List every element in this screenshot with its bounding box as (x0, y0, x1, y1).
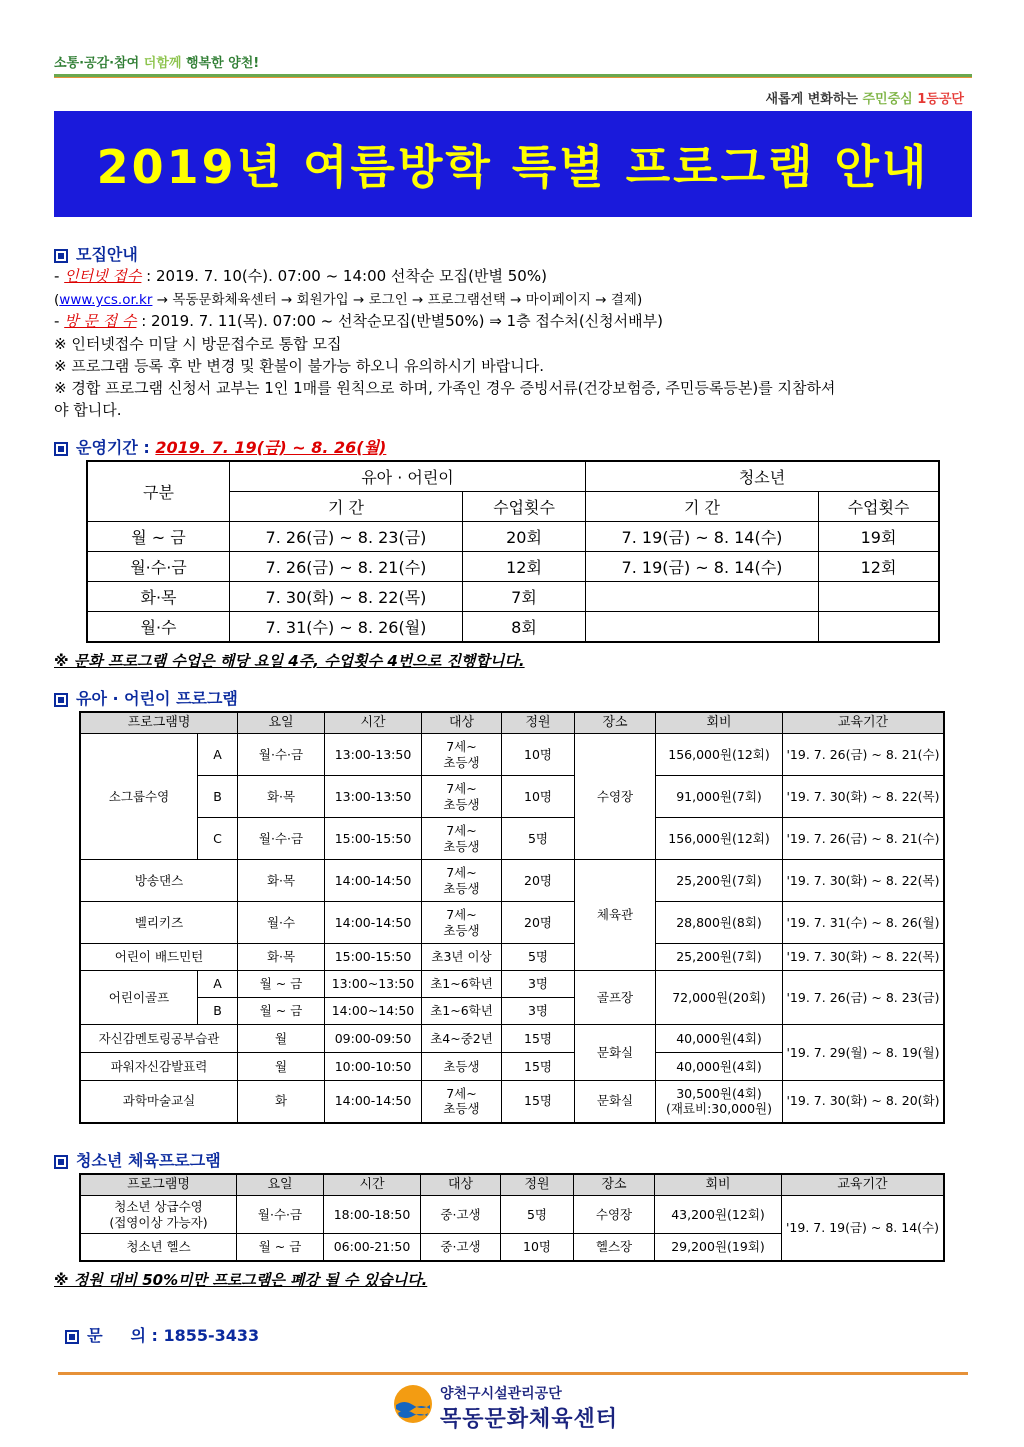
recruit-note: 야 합니다. (54, 401, 122, 419)
recruit-note: ※ 경합 프로그램 신청서 교부는 1인 1매를 원칙으로 하며, 가족인 경우 증빙서류(건강보험증, 주민등록등본)를 지참하셔 (54, 379, 836, 397)
table-row: 월·수·금 7. 26(금) ~ 8. 21(수) 12회 7. 19(금) ~ 8. 14(수) 12회 (87, 552, 939, 582)
table-row: 청소년 헬스 월 ~ 금 06:00-21:50 중·고생 10명 헬스장 29,200원(19회) (80, 1234, 944, 1261)
col-header: 교육기간 (782, 1174, 945, 1196)
site-link[interactable]: www.ycs.or.kr (59, 292, 153, 308)
table-row: 과학마술교실 화 14:00-14:50 7세~ 초등생 15명 문화실 30,500원(4회) (재료비:30,000원) '19. 7. 30(화) ~ 8. 20(화) (80, 1081, 944, 1123)
col-header: 기 간 (230, 492, 463, 522)
kids-program-table (79, 711, 945, 1124)
table-row: 청소년 상급수영 (접영이상 가능자) 월·수·금 18:00-18:50 중·고생 5명 수영장 43,200원(12회) '19. 7. 19(금) ~ 8. 14(수) (80, 1196, 944, 1234)
col-header: 수업횟수 (819, 492, 940, 522)
table-row: B 월 ~ 금 14:00~14:50 초1~6학년 3명 (80, 998, 944, 1025)
table-row: 파워자신감발표력 월 10:00-10:50 초등생 15명 40,000원(4회) (80, 1053, 944, 1081)
slogan-mark: 더함께 (143, 56, 182, 71)
col-header: 프로그램명 (80, 712, 238, 734)
col-header: 유아 · 어린이 (230, 461, 586, 492)
footer-center-name: 목동문화체육센터 (440, 1407, 619, 1432)
header-sub-slogan: 새롭게 변화하는 주민중심 1등공단 (765, 92, 964, 107)
table-row: B 화·목 13:00-13:50 7세~ 초등생 10명 91,000원(7회) '19. 7. 30(화) ~ 8. 22(목) (80, 776, 944, 818)
col-header: 요일 (238, 712, 325, 734)
square-bullet-icon (54, 1155, 68, 1169)
table-row: 벨리키즈 월·수 14:00-14:50 7세~ 초등생 20명 28,800원(8회) '19. 7. 31(수) ~ 8. 26(월) (80, 902, 944, 944)
section-recruit-heading: 모집안내 (54, 242, 138, 265)
recruit-path: (www.ycs.or.kr → 목동문화체육센터 → 회원가입 → 로그인 → 프로그램선택 → 마이페이지 → 결제) (54, 292, 643, 308)
col-header: 대상 (422, 712, 502, 734)
footer-divider (58, 1372, 968, 1375)
teens-note: ※ 정원 대비 50%미만 프로그램은 폐강 될 수 있습니다. (54, 1271, 428, 1289)
recruit-internet: - 인터넷 접수 : 2019. 7. 10(수). 07:00 ~ 14:00 선착순 모집(반별 50%) (54, 267, 547, 285)
col-header: 청소년 (586, 461, 940, 492)
square-bullet-icon (65, 1330, 79, 1344)
col-header: 정원 (501, 1174, 574, 1196)
period-note: ※ 문화 프로그램 수업은 해당 요일 4주, 수업횟수 4번으로 진행합니다. (54, 652, 525, 670)
contact-line: 문 의 : 1855-3433 (54, 1304, 259, 1346)
col-header: 정원 (502, 712, 575, 734)
header-slogan: 소통·공감·참여 더함께 행복한 양천! (54, 56, 260, 71)
teens-program-table (79, 1173, 945, 1262)
col-header: 기 간 (586, 492, 819, 522)
col-header: 회비 (656, 712, 783, 734)
recruit-note: ※ 프로그램 등록 후 반 변경 및 환불이 불가능 하오니 유의하시기 바랍니다. (54, 357, 544, 375)
table-row: 월·수 7. 31(수) ~ 8. 26(월) 8회 (87, 612, 939, 643)
table-row: 자신감멘토링공부습관 월 09:00-09:50 초4~중2년 15명 문화실 40,000원(4회) '19. 7. 29(월) ~ 8. 19(월) (80, 1025, 944, 1053)
page-title: 2019년 여름방학 특별 프로그램 안내 (96, 140, 930, 194)
table-row: C 월·수·금 15:00-15:50 7세~ 초등생 5명 156,000원(12회) '19. 7. 26(금) ~ 8. 21(수) (80, 818, 944, 860)
col-header: 교육기간 (783, 712, 945, 734)
header-divider-accent (54, 77, 972, 78)
col-header: 장소 (574, 1174, 655, 1196)
table-row: 화·목 7. 30(화) ~ 8. 22(목) 7회 (87, 582, 939, 612)
col-header: 시간 (324, 1174, 421, 1196)
table-row: 소그룹수영 A 월·수·금 13:00-13:50 7세~ 초등생 10명 수영장 156,000원(12회) '19. 7. 26(금) ~ 8. 21(수) (80, 734, 944, 776)
table-row: 어린이 배드민턴 화·목 15:00-15:50 초3년 이상 5명 25,200원(7회) '19. 7. 30(화) ~ 8. 22(목) (80, 944, 944, 971)
col-header: 구분 (87, 461, 230, 522)
section-kids-heading: 유아 · 어린이 프로그램 (54, 686, 238, 709)
section-teens-heading: 청소년 체육프로그램 (54, 1148, 221, 1171)
col-header: 수업횟수 (463, 492, 586, 522)
col-header: 장소 (575, 712, 656, 734)
section-period-heading: 운영기간 : 2019. 7. 19(금) ~ 8. 26(월) (54, 435, 386, 458)
col-header: 대상 (421, 1174, 501, 1196)
table-row: 월 ~ 금 7. 26(금) ~ 8. 23(금) 20회 7. 19(금) ~ 8. 14(수) 19회 (87, 522, 939, 552)
col-header: 프로그램명 (80, 1174, 237, 1196)
col-header: 시간 (325, 712, 422, 734)
recruit-visit: - 방 문 접 수 : 2019. 7. 11(목). 07:00 ~ 선착순모집(반별50%) ⇒ 1층 접수처(신청서배부) (54, 312, 663, 330)
recruit-note: ※ 인터넷접수 미달 시 방문접수로 통합 모집 (54, 335, 342, 353)
square-bullet-icon (54, 442, 68, 456)
org-logo-icon (392, 1383, 434, 1429)
footer-org-name: 양천구시설관리공단 (440, 1386, 562, 1402)
col-header: 요일 (237, 1174, 324, 1196)
col-header: 회비 (655, 1174, 782, 1196)
square-bullet-icon (54, 249, 68, 263)
table-row: 어린이골프 A 월 ~ 금 13:00~13:50 초1~6학년 3명 골프장 72,000원(20회) '19. 7. 26(금) ~ 8. 23(금) (80, 971, 944, 998)
square-bullet-icon (54, 693, 68, 707)
table-row: 방송댄스 화·목 14:00-14:50 7세~ 초등생 20명 체육관 25,200원(7회) '19. 7. 30(화) ~ 8. 22(목) (80, 860, 944, 902)
title-banner (54, 111, 972, 217)
period-table (86, 460, 940, 643)
